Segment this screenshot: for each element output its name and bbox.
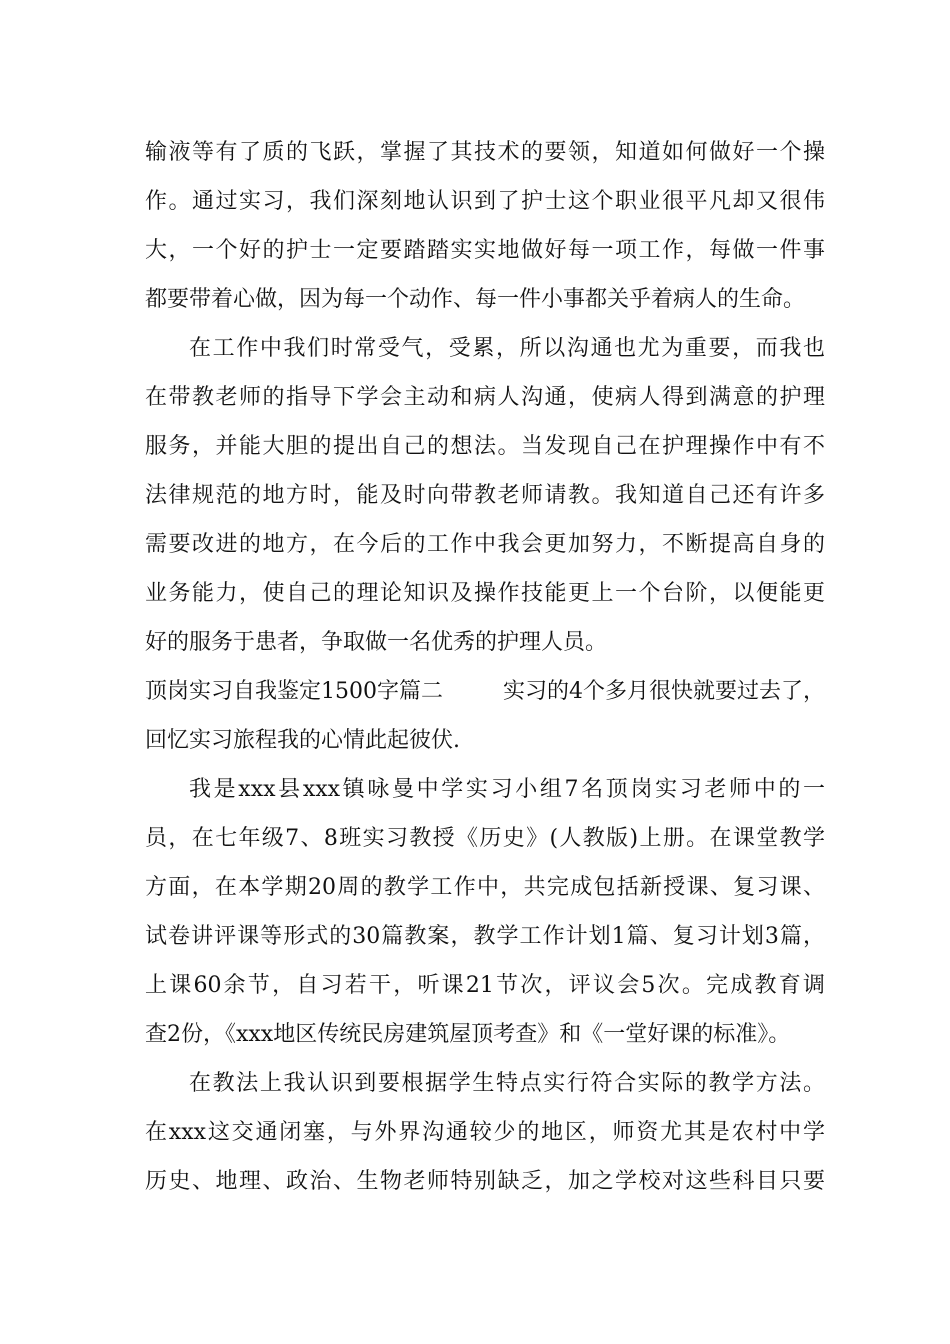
- text-line: 服务，并能大胆的提出自己的想法。当发现自己在护理操作中有不: [145, 434, 825, 459]
- text-line: 上课60余节，自习若干，听课21节次，评议会5次。完成教育调: [145, 973, 825, 998]
- text-line: 查2份，《xxx地区传统民房建筑屋顶考查》和《一堂好课的标准》。: [145, 1022, 791, 1047]
- text-line: 在教法上我认识到要根据学生特点实行符合实际的教学方法。: [189, 1071, 825, 1096]
- text-line: 历史、地理、政治、生物老师特别缺乏，加之学校对这些科目只要: [145, 1169, 825, 1194]
- section-heading: 顶岗实习自我鉴定1500字篇二: [145, 679, 443, 704]
- text-line: 业务能力，使自己的理论知识及操作技能更上一个台阶，以便能更: [145, 581, 825, 606]
- heading-row: [145, 667, 825, 716]
- paragraph-4: [145, 765, 825, 1059]
- text-line: 法律规范的地方时，能及时向带教老师请教。我知道自己还有许多: [145, 483, 825, 508]
- text-line: 作。通过实习，我们深刻地认识到了护士这个职业很平凡却又很伟: [145, 189, 825, 214]
- text-line: 试卷讲评课等形式的30篇教案，教学工作计划1篇、复习计划3篇，: [145, 924, 825, 949]
- text-line: 在工作中我们时常受气，受累，所以沟通也尤为重要，而我也: [189, 336, 825, 361]
- document-body: [145, 128, 825, 1206]
- text-line: 输液等有了质的飞跃，掌握了其技术的要领，知道如何做好一个操: [145, 140, 825, 165]
- text-line: 在xxx这交通闭塞，与外界沟通较少的地区，师资尤其是农村中学: [145, 1120, 825, 1145]
- text-line: 好的服务于患者，争取做一名优秀的护理人员。: [145, 630, 608, 655]
- paragraph-5: [145, 1059, 825, 1206]
- text-line: 员，在七年级7、8班实习教授《历史》(人教版)上册。在课堂教学: [145, 826, 825, 851]
- text-line: 都要带着心做，因为每一个动作、每一件小事都关乎着病人的生命。: [145, 287, 806, 312]
- text-line: 回忆实习旅程我的心情此起彼伏.: [145, 728, 460, 753]
- text-line: 在带教老师的指导下学会主动和病人沟通，使病人得到满意的护理: [145, 385, 825, 410]
- text-line: 方面，在本学期20周的教学工作中，共完成包括新授课、复习课、: [145, 875, 825, 900]
- heading-tail-text: 实习的4个多月很快就要过去了，: [503, 679, 825, 704]
- text-line: 大，一个好的护士一定要踏踏实实地做好每一项工作，每做一件事: [145, 238, 825, 263]
- paragraph-1: [145, 128, 825, 324]
- text-line: 需要改进的地方，在今后的工作中我会更加努力，不断提高自身的: [145, 532, 825, 557]
- paragraph-2: [145, 324, 825, 667]
- text-line: 我是xxx县xxx镇咏曼中学实习小组7名顶岗实习老师中的一: [189, 777, 825, 802]
- section-heading-block: [145, 667, 825, 765]
